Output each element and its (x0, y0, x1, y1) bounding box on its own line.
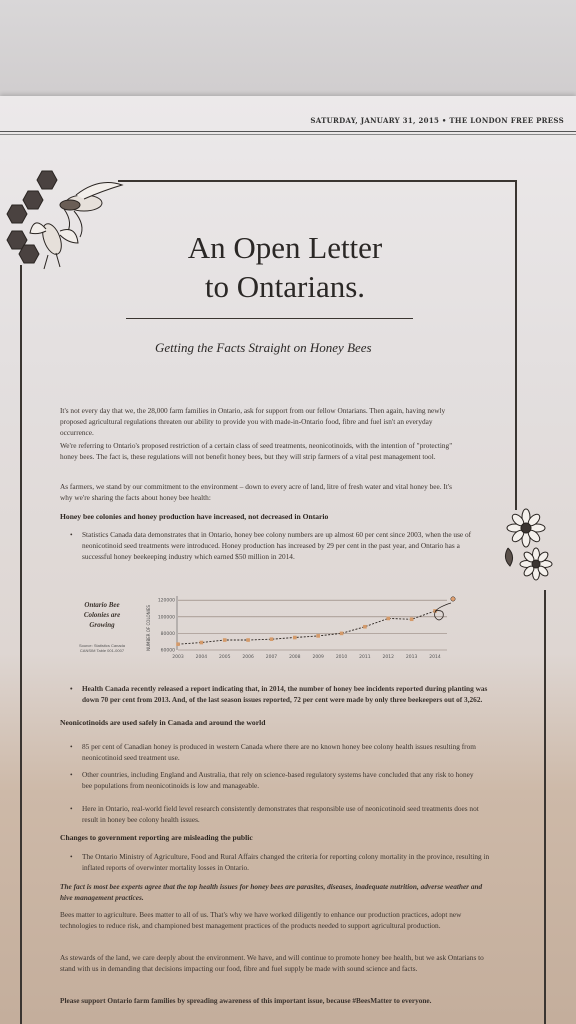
bees-and-honeycomb-illustration (4, 165, 132, 275)
bullet-omafra: • The Ontario Ministry of Agriculture, Food and Rural Affairs changed the criteria for reporting colony mortality in the province, resulting in inflated reports of overwinter mortality losses in Ontario. (70, 852, 497, 874)
data-point (386, 617, 390, 621)
ad-frame-right (515, 180, 517, 510)
data-point (410, 617, 414, 621)
intro-paragraph: It's not every day that we, the 28,000 farm families in Ontario, ask for support from our fellow Ontarians. Then again, having newly proposed agricultural regulations threaten our ability to provide you with made-in-Ontario food, fibre and fuel isn't an everyday occurrence. (60, 406, 446, 437)
closing-stewards: As stewards of the land, we care deeply about the environment. We have, and will continue to promote honey bee health, but we ask Ontarians to stand with us in demanding that decisions impacting our food, fibre and fuel supply be made with sound science and facts. (60, 953, 484, 973)
y-axis-label: NUMBER OF COLONIES (146, 605, 151, 651)
ad-frame-left (20, 265, 22, 1024)
ad-title-line-1: An Open Letter (187, 230, 383, 265)
x-tick-label: 2014 (429, 655, 441, 660)
masthead: SATURDAY, JANUARY 31, 2015 • THE LONDON FREE PRESS (310, 116, 564, 125)
ad-title (130, 228, 440, 306)
bullet-western-canada: • 85 per cent of Canadian honey is produced in western Canada where there are no known honey bee colony health issues resulting from neonicotinoid seed treatment use. (70, 742, 482, 764)
bee-flight-path (435, 603, 451, 620)
bullet-statistics-canada: • Statistics Canada data demonstrates that in Ontario, honey bee colony numbers are up almost 60 per cent since 2003, when the use of neonicotinoid seed treatments were introduced. Honey production has increased by 29 per cent in the past year, and Ontario has a successful honey beekeeping industry which earned $50 million in 2014. (70, 530, 482, 562)
closing-call-to-action: Please support Ontario farm families by spreading awareness of this important issue, because #BeesMatter to everyone. (60, 996, 432, 1005)
x-tick-label: 2009 (312, 655, 324, 660)
x-tick-label: 2010 (335, 655, 348, 660)
data-point (340, 632, 344, 636)
data-point (363, 625, 367, 629)
ad-frame-top (118, 180, 516, 182)
title-divider (126, 318, 413, 319)
series-line (178, 611, 435, 644)
section-heading-neonicotinoids: Neonicotinoids are used safely in Canada and around the world (60, 718, 266, 727)
closing-bees-matter: Bees matter to agriculture. Bees matter to all of us. That's why we have worked diligently to enhance our production practices, adopt new technologies to reduce risk, and championed best management practices of the products needed to support agricultural production. (60, 910, 462, 930)
flower-illustration (498, 508, 560, 588)
data-point (270, 637, 274, 641)
section-heading-colonies: Honey bee colonies and honey production have increased, not decreased in Ontario (60, 512, 329, 521)
bee-colonies-line-chart (140, 588, 460, 666)
masthead-rule-secondary (0, 134, 576, 135)
y-tick-label: 120000 (157, 598, 175, 604)
closing-fact: The fact is most bee experts agree that the top health issues for honey bees are parasites, diseases, inadequate nutrition, adverse weather and hive management practices. (60, 882, 483, 902)
data-point (176, 642, 180, 646)
data-point (316, 634, 320, 638)
y-tick-label: 60000 (160, 648, 175, 654)
chart-caption: Ontario Bee Colonies are Growing (83, 601, 121, 629)
neonicotinoid-paragraph: We're referring to Ontario's proposed restriction of a certain class of seed treatments, neonicotinoids, with the intention of "protecting" honey bees. The fact is, these regulations will not benefit honey bees, but they will strip farmers of a vital pest management tool. (60, 441, 453, 461)
x-tick-label: 2012 (382, 655, 394, 660)
bullet-health-canada: • Health Canada recently released a report indicating that, in 2014, the number of honey bee incidents reported during planting was down 70 per cent from 2013. And, of the last season issues reported, 72 per cent were made by only three beekeepers out of 3,262. (70, 684, 502, 706)
commitment-paragraph: As farmers, we stand by our commitment to the environment – down to every acre of land, litre of fresh water and vital honey bee. It's why we're sharing the facts about honey bee health: (60, 482, 452, 502)
masthead-rule (0, 131, 576, 132)
tablecloth-background (0, 0, 576, 110)
bullet-ontario-research: • Here in Ontario, real-world field level research consistently demonstrates that responsible use of neonicotinoid seed treatments does not result in honey bee colony health issues. (70, 804, 482, 826)
chart-source: Source: Statistics Canada CANSIM Table 001-0007 (78, 643, 126, 653)
data-point (293, 636, 297, 640)
y-tick-label: 100000 (157, 615, 175, 621)
data-point (246, 638, 250, 642)
ad-frame-right-lower (544, 590, 546, 1024)
data-point (223, 638, 227, 642)
bullet-other-countries: • Other countries, including England and Australia, that rely on science-based regulatory systems have concluded that any risk to honey bee populations from neonicotinoids is low and manageable. (70, 770, 482, 792)
y-tick-label: 80000 (160, 631, 175, 637)
x-tick-label: 2005 (219, 655, 231, 660)
ad-title-line-2: to Ontarians. (204, 269, 366, 304)
bee-marker (451, 597, 455, 601)
x-tick-label: 2004 (195, 655, 208, 660)
ad-subtitle: Getting the Facts Straight on Honey Bees (155, 340, 372, 355)
section-heading-reporting: Changes to government reporting are misleading the public (60, 833, 253, 842)
x-tick-label: 2006 (242, 655, 254, 660)
x-tick-label: 2007 (265, 655, 278, 660)
x-tick-label: 2003 (172, 655, 184, 660)
data-point (200, 641, 204, 645)
x-tick-label: 2008 (289, 655, 301, 660)
x-tick-label: 2013 (405, 655, 418, 660)
x-tick-label: 2011 (359, 655, 371, 660)
